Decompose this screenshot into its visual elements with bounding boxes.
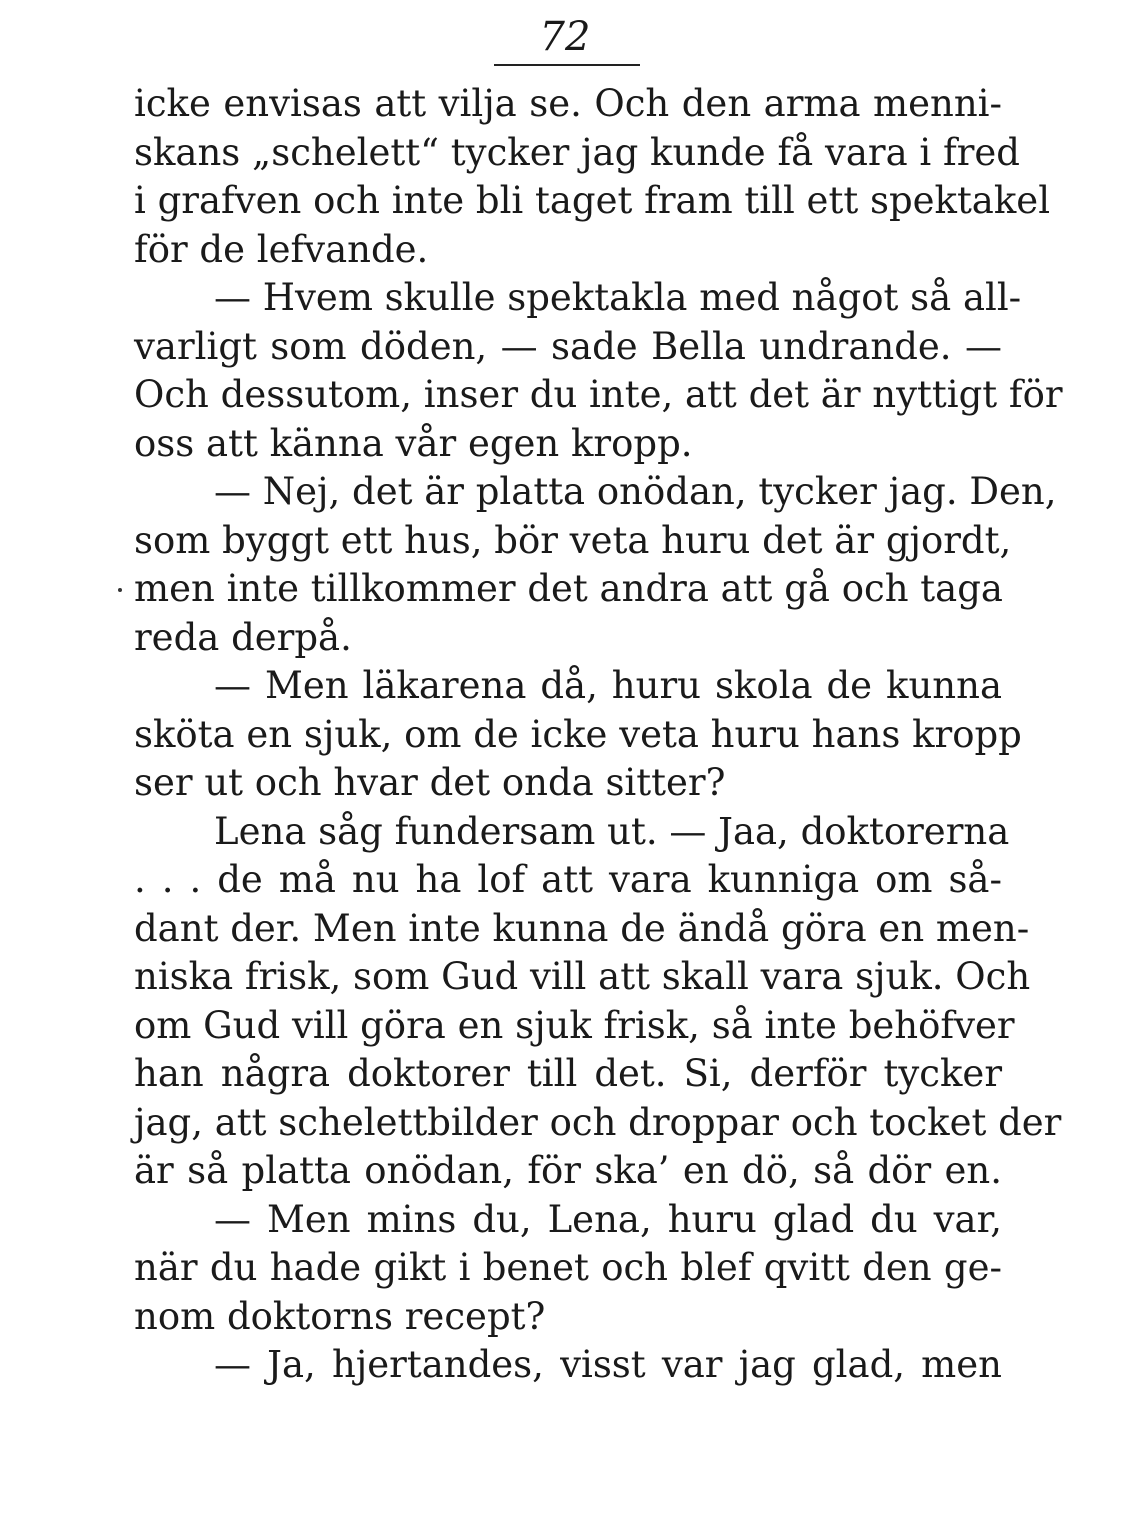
page-number-rule — [494, 64, 640, 66]
text-line: som byggt ett hus, bör veta huru det är gjordt, — [134, 518, 1012, 562]
text-line: men inte tillkommer det andra att gå och taga — [134, 567, 1003, 610]
text-line: skans „schelett“ tycker jag kunde få vara i fred — [134, 130, 1020, 174]
text-line: Och dessutom, inser du inte, att det är nyttigt för — [134, 373, 1063, 416]
text-line: — Ja, hjertandes, visst var jag glad, men — [214, 1343, 1002, 1386]
text-line: Lena såg fundersam ut. — Jaa, doktorerna — [214, 809, 1010, 853]
text-line: icke envisas att vilja se. Och den arma menni- — [134, 82, 1002, 125]
text-line: varligt som döden, — sade Bella undrande. — — [134, 324, 1002, 368]
text-line: — Nej, det är platta onödan, tycker jag. Den, — [214, 470, 1057, 513]
text-line: ser ut och hvar det onda sitter? — [134, 761, 726, 804]
text-line: han några doktorer till det. Si, derför tycker — [134, 1052, 1002, 1095]
text-line: reda derpå. — [134, 615, 352, 659]
text-line: oss att känna vår egen kropp. — [134, 421, 693, 465]
text-line: — Men läkarena då, huru skola de kunna — [214, 664, 1002, 707]
text-line: — Men mins du, Lena, huru glad du var, — [214, 1197, 1002, 1241]
text-line: . . . de må nu ha lof att vara kunniga om så- — [134, 858, 1002, 901]
text-line: om Gud vill göra en sjuk frisk, så inte behöfver — [134, 1003, 1015, 1047]
text-line: — Hvem skulle spektakla med något så all- — [214, 276, 1022, 319]
text-line: niska frisk, som Gud vill att skall vara sjuk. Och — [134, 955, 1031, 998]
page-number: 72 — [539, 14, 591, 60]
text-line: nom doktorns recept? — [134, 1294, 546, 1338]
body-text — [134, 80, 1063, 1390]
text-line: när du hade gikt i benet och blef qvitt den ge- — [134, 1246, 1002, 1289]
text-line: sköta en sjuk, om de icke veta huru hans kropp — [134, 712, 1022, 756]
text-line: är så platta onödan, för ska’ en dö, så dör en. — [134, 1149, 1002, 1192]
text-line: dant der. Men inte kunna de ändå göra en men- — [134, 906, 1030, 950]
text-line: i grafven och inte bli taget fram till ett spektakel — [134, 179, 1051, 222]
text-line: jag, att schelettbilder och droppar och tocket der — [134, 1100, 1062, 1144]
print-speck — [118, 588, 122, 592]
text-line: för de lefvande. — [134, 227, 429, 271]
